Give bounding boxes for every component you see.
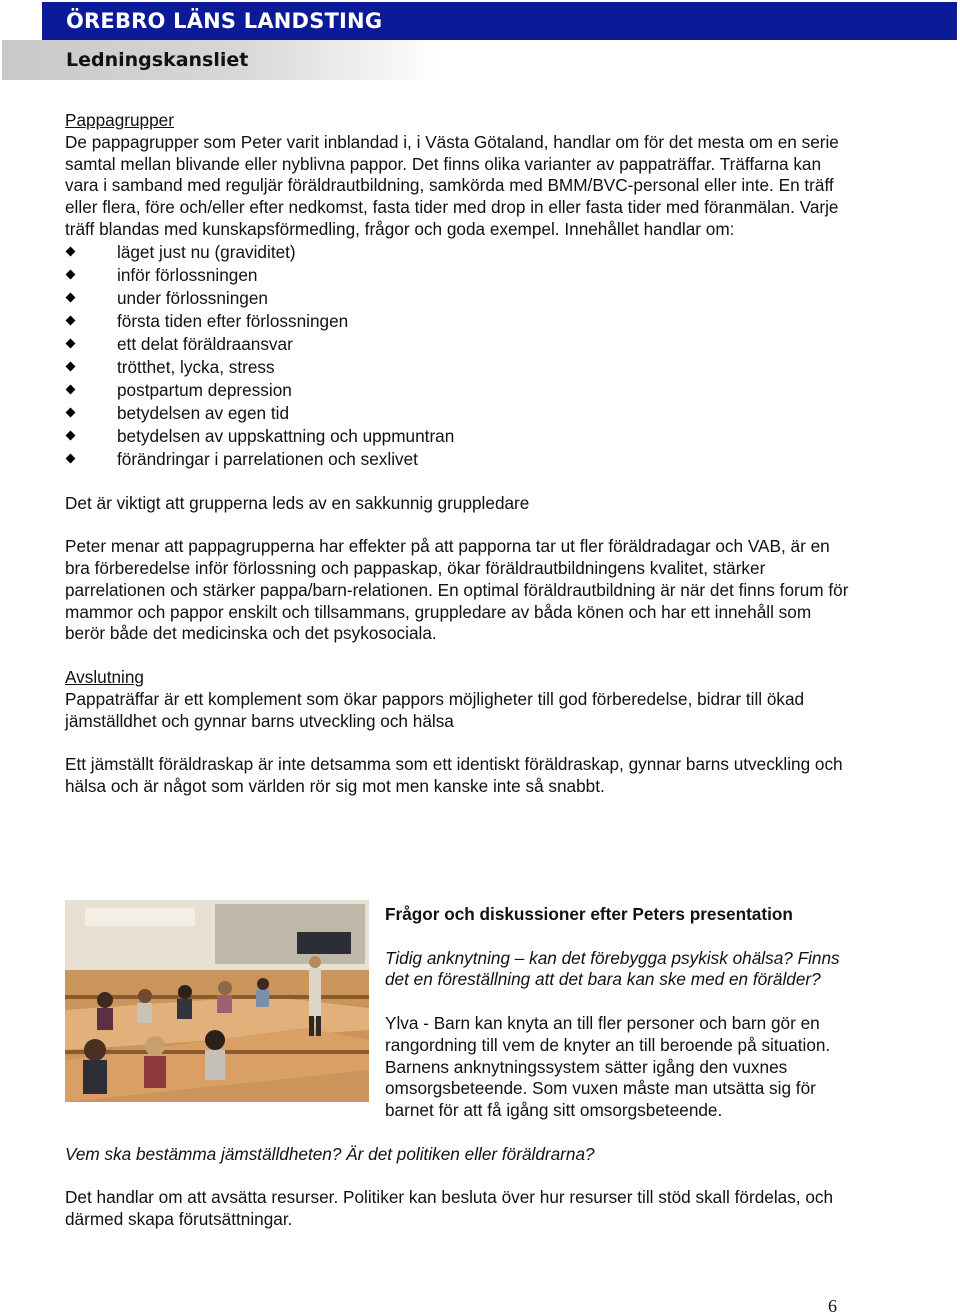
department-title: Ledningskansliet [66, 49, 249, 71]
conclusion-paragraph-2: Ett jämställt föräldraskap är inte detsamma som ett identiskt föräldraskap, gynnar barns utveckling och hälsa och är något som världen rör sig mot men kanske inte så snabbt. [65, 754, 843, 796]
discussion-question-1: Tidig anknytning – kan det förebygga psykisk ohälsa? Finns det en föreställning att det bara kan ske med en förälder? [385, 947, 840, 990]
discussion-section [65, 900, 855, 1231]
discussion-answer-1: Ylva - Barn kan knyta an till fler personer och barn gör en rangordning till vem de knyter an till beroende på situation. Barnens anknytningssystem sätter igång den vuxnes omsorgsbeteende. Som vuxen måste man utsätta sig för barnet för att få igång sitt omsorgsbeteende. [385, 1012, 831, 1121]
discussion-heading: Frågor och diskussioner efter Peters presentation [385, 904, 793, 924]
bullet-text: första tiden efter förlossningen [117, 310, 349, 331]
conclusion-paragraph-1: Pappaträffar är ett komplement som ökar pappors möjligheter till god förberedelse, bidrar till ökad jämställdhet och gynnar barns utveckling och hälsa [65, 688, 805, 731]
bullet-item [65, 448, 855, 471]
bullet-item [65, 287, 855, 310]
bullet-text: under förlossningen [117, 287, 268, 308]
bullet-item [65, 379, 855, 402]
diamond-bullet-icon [66, 292, 76, 302]
diamond-bullet-icon [66, 269, 76, 279]
intro-paragraph: De pappagrupper som Peter varit inblandad i, i Västa Götaland, handlar om för det mesta om en serie samtal mellan blivande eller nyblivna pappor. Det finns olika varianter av pappaträffar. Träffarna kan vara i samband med reguljär föräldrautbildning, samkörda med BMM/BVC-personal eller inte. En träff eller flera, före och/eller efter nedkomst, fasta tider med drop in eller fasta tider med föranmälan. Varje träff blandas med kunskapsförmedling, frågor och goda exempel. Innehållet handlar om: [65, 131, 839, 239]
diamond-bullet-icon [66, 430, 76, 440]
bullet-text: inför förlossningen [117, 264, 258, 285]
bullet-item [65, 402, 855, 425]
bullet-text: betydelsen av uppskattning och uppmuntran [117, 425, 455, 446]
bullet-text: postpartum depression [117, 379, 292, 400]
bullet-text: betydelsen av egen tid [117, 402, 290, 423]
bullet-text: förändringar i parrelationen och sexlivet [117, 448, 418, 469]
diamond-bullet-icon [66, 453, 76, 463]
bullet-item [65, 356, 855, 379]
content-bullet-list [65, 241, 855, 471]
conference-room-image [65, 900, 369, 1102]
leader-paragraph: Det är viktigt att grupperna leds av en sakkunnig gruppledare [65, 492, 530, 513]
bullet-item [65, 425, 855, 448]
diamond-bullet-icon [66, 246, 76, 256]
bullet-text: trötthet, lycka, stress [117, 356, 275, 377]
page-number: 6 [828, 1296, 837, 1316]
diamond-bullet-icon [66, 361, 76, 371]
diamond-bullet-icon [66, 315, 76, 325]
discussion-answer-2: Det handlar om att avsätta resurser. Politiker kan besluta över hur resurser till stöd skall fördelas, och därmed skapa förutsättningar. [65, 1187, 834, 1230]
diamond-bullet-icon [66, 338, 76, 348]
diamond-bullet-icon [66, 384, 76, 394]
bullet-text: ett delat föräldraansvar [117, 333, 293, 354]
conference-photo [65, 900, 369, 1102]
bullet-item [65, 310, 855, 333]
section-heading-pappagrupper: Pappagrupper [65, 110, 174, 130]
discussion-question-2: Vem ska bestämma jämställdheten? Är det politiken eller föräldrarna? [65, 1143, 595, 1164]
bullet-item [65, 264, 855, 287]
bullet-text: läget just nu (graviditet) [117, 241, 296, 262]
section-heading-avslutning: Avslutning [65, 666, 144, 687]
diamond-bullet-icon [66, 407, 76, 417]
main-content [65, 110, 855, 798]
bullet-item [65, 333, 855, 356]
effects-paragraph: Peter menar att pappagrupperna har effekter på att papporna tar ut fler föräldradagar och VAB, är en bra förberedelse inför förlossning och pappaskap, ökar föräldrautbildningens kvalitet, stärker parrelationen och stärker pappa/barn-relationen. En optimal föräldrautbildning är när det finns forum för mammor och pappor enskilt och tillsammans, gruppledare av båda könen och har ett innehåll som berör både det medicinska och det psykosociala. [65, 536, 849, 644]
organization-title: ÖREBRO LÄNS LANDSTING [66, 9, 383, 33]
bullet-item [65, 241, 855, 264]
